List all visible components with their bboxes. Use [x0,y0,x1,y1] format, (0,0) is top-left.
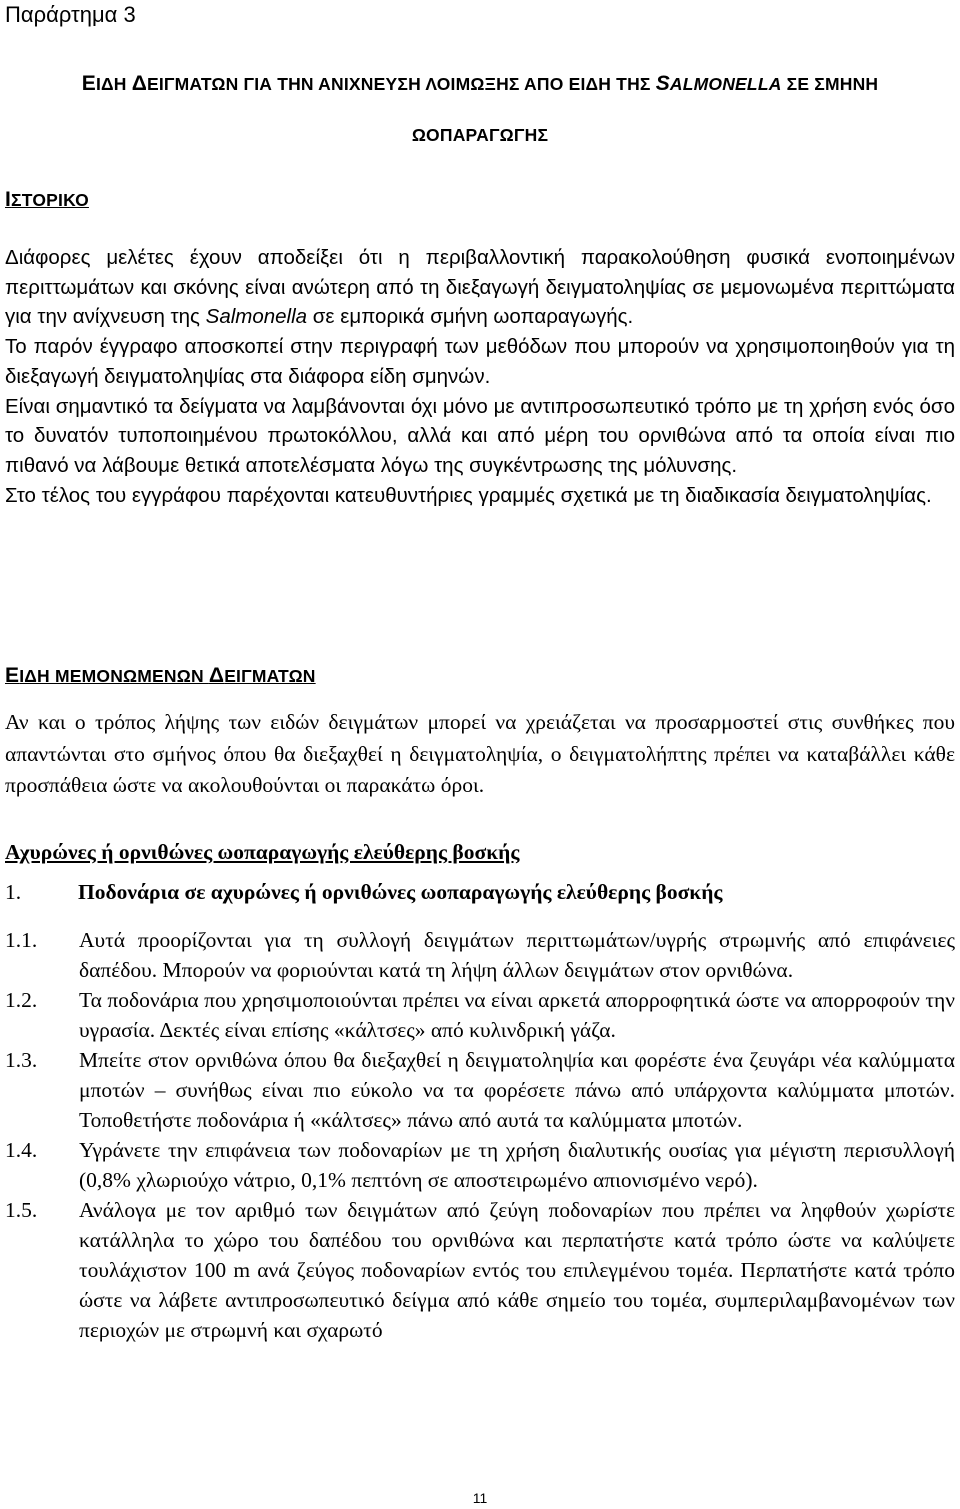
page-number: 11 [472,1490,488,1506]
list-item [5,1135,955,1195]
title-salmonella: ALMONELLA [669,74,782,94]
title-cap-d: Δ [131,72,147,95]
item-text: Μπείτε στον ορνιθώνα όπου θα διεξαχθεί η δειγματοληψία και φορέστε ένα ζευγάρι νέα καλύμματα μποτών – συνήθως είναι πιο εύκολο να τα φορέσετε πάνω από υπάρχοντα καλύμματα μποτών. Τοποθετήστε ποδονάρια ή «κάλτσες» πάνω από αυτά τα καλύμματα μποτών. [79,1048,955,1132]
item-number: 1.5. [5,1198,38,1222]
instruction-list [5,925,955,1345]
history-p1-after: σε εμπορικά σμήνη ωοπαραγωγής. [307,305,634,329]
title-text-ei: ΙΔΗ [95,74,132,94]
history-heading-cap: Ι [5,188,12,211]
single-heading-rest-2: ΕΙΓΜΑΤΩΝ [224,666,316,686]
single-heading-cap-2: Δ [208,664,225,687]
item-text: Τα ποδονάρια που χρησιμοποιούνται πρέπει να είναι αρκετά απορροφητικά ώστε να απορροφούν την υγρασία. Δεκτές είναι επίσης «κάλτσες» από κυλινδρική γάζα. [79,988,955,1042]
title-text-part2: ΣΕ ΣΜΗΝΗ [781,74,879,94]
title-text-part1: ΕΙΓΜΑΤΩΝ ΓΙΑ ΤΗΝ ΑΝΙΧΝΕΥΣΗ ΛΟΙΜΩΞΗΣ ΑΠΟ ΕΙΔΗ ΤΗΣ [147,74,656,94]
history-paragraph-1 [5,243,955,332]
single-heading-cap-1: Ε [5,664,20,687]
section-1-heading [5,880,723,905]
history-heading-rest: ΣΤΟΡΙΚΟ [11,190,89,210]
item-number: 1.2. [5,988,38,1012]
history-paragraph-4: Στο τέλος του εγγράφου παρέχονται κατευθυντήριες γραμμές σχετικά με τη διαδικασία δειγματοληψίας. [5,483,932,507]
history-text [5,243,955,510]
item-number: 1.1. [5,928,38,952]
history-p1-salmonella: Salmonella [205,305,308,329]
list-item [5,1045,955,1135]
item-text: Υγράνετε την επιφάνεια των ποδοναρίων με τη χρήση διαλυτικής ουσίας για μέγιστη περισυλλογή (0,8% χλωριούχο νάτριο, 0,1% πεπτόνη σε αποστειρωμένο απιονισμένο νερό). [79,1138,955,1192]
single-samples-heading [5,664,316,688]
item-number: 1.4. [5,1138,38,1162]
barns-heading: Αχυρώνες ή ορνιθώνες ωοπαραγωγής ελεύθερης βοσκής [5,840,520,864]
section-1-number: 1. [5,880,22,904]
section-1-title: Ποδονάρια σε αχυρώνες ή ορνιθώνες ωοπαραγωγής ελεύθερης βοσκής [78,880,723,904]
title-cap-e: Ε [81,72,96,95]
history-heading [5,188,89,212]
list-item [5,925,955,985]
history-p1-before: Διάφορες μελέτες έχουν αποδείξει ότι η περιβαλλοντική παρακολούθηση φυσικά ενοποιημένων περιττωμάτων και σκόνης είναι ανώτερη από τη διεξαγωγή δειγματοληψίας σε μεμονωμένα περιττώματα για την ανίχνευση της [5,246,955,329]
history-paragraph-3: Είναι σημαντικό τα δείγματα να λαμβάνονται όχι μόνο με αντιπροσωπευτικό τρόπο με τη χρήση ενός όσο το δυνατόν τυποποιημένου πρωτοκόλλου, αλλά και από μέρη του ορνιθώνα από τα οποία είναι πιο πιθανό να λάβουμε θετικά αποτελέσματα λόγω της συγκέντρωσης της μόλυνσης. [5,394,955,477]
item-text: Αυτά προορίζονται για τη συλλογή δειγμάτων περιττωμάτων/υγρής στρωμνής από επιφάνειες δαπέδου. Μπορούν να φοριούνται κατά τη λήψη άλλων δειγμάτων στον ορνιθώνα. [79,928,955,982]
item-number: 1.3. [5,1048,38,1072]
history-paragraph-2: Το παρόν έγγραφο αποσκοπεί στην περιγραφή των μεθόδων που μπορούν να χρησιμοποιηθούν για τη διεξαγωγή δειγματοληψίας στα διάφορα είδη σμηνών. [5,335,955,388]
document-title [24,58,936,161]
list-item [5,985,955,1045]
item-text: Ανάλογα με τον αριθμό των δειγμάτων από ζεύγη ποδοναρίων που πρέπει να ληφθούν χωρίστε κατάλληλα το χώρο του δαπέδου του ορνιθώνα και περπατήστε κατά τρόπο ώστε να καλύψετε τουλάχιστον 100 m ανά ζεύγος ποδοναρίων εντός του επιλεγμένου τομέα. Περπατήστε κατά τρόπο ώστε να λάβετε αντιπροσωπευτικό δείγμα από κάθε σημείο του τομέα, συμπεριλαμβανομένων των περιοχών με στρωμνή και σχαρωτό [79,1198,955,1342]
document-title-line-1 [24,58,936,110]
list-item [5,1195,955,1345]
appendix-label: Παράρτημα 3 [5,2,136,27]
title-cap-s: S [655,72,670,95]
single-samples-paragraph: Αν και ο τρόπος λήψης των ειδών δειγμάτων μπορεί να χρειάζεται να προσαρμοστεί στις συνθήκες που απαντώνται στο σμήνος όπου θα διεξαχθεί η δειγματοληψία, ο δειγματολήπτης πρέπει να καταβάλλει κάθε προσπάθεια ώστε να ακολουθούνται οι παρακάτω όροι. [5,710,955,797]
single-heading-rest-1: ΙΔΗ ΜΕΜΟΝΩΜΕΝΩΝ [19,666,209,686]
document-title-line-2: ΩΟΠΑΡΑΓΩΓΗΣ [411,125,549,145]
